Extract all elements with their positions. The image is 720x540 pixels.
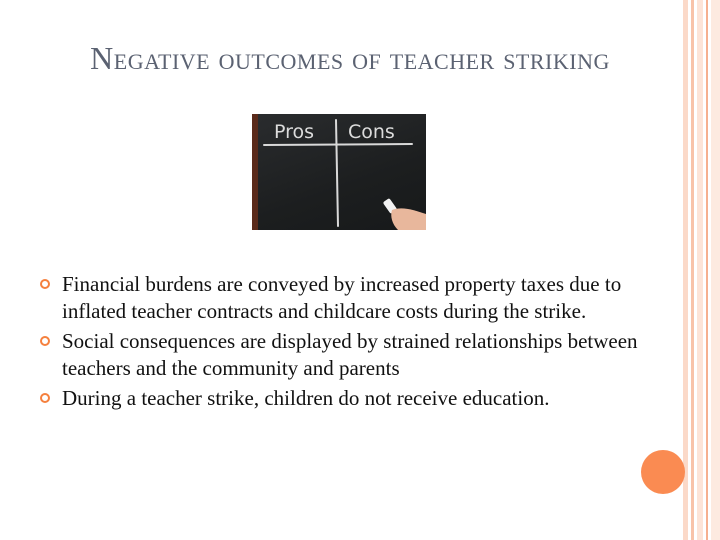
chalkboard-drawing <box>252 114 426 230</box>
decorative-stripe <box>683 0 688 540</box>
decorative-circle <box>641 450 685 494</box>
hand-icon <box>391 208 426 230</box>
cons-label: Cons <box>348 121 395 143</box>
decorative-stripe <box>706 0 708 540</box>
slide-title: Negative outcomes of teacher striking <box>90 40 610 76</box>
bullet-text: Social consequences are displayed by strained relationships between teachers and the community and parents <box>62 329 638 380</box>
list-item <box>38 328 638 382</box>
bullet-circle-icon <box>40 279 50 289</box>
list-item <box>38 271 638 325</box>
bullet-circle-icon <box>40 336 50 346</box>
bullet-text: Financial burdens are conveyed by increased property taxes due to inflated teacher contracts and childcare costs during the strike. <box>62 272 622 323</box>
decorative-stripe <box>711 0 720 540</box>
bullet-text: During a teacher strike, children do not receive education. <box>62 386 550 410</box>
decorative-stripe <box>691 0 694 540</box>
list-item <box>38 385 638 412</box>
bullet-list <box>38 271 638 415</box>
chalk-horizontal-line <box>264 144 412 145</box>
bullet-circle-icon <box>40 393 50 403</box>
pros-label: Pros <box>274 121 315 143</box>
chalk-vertical-line <box>336 120 338 226</box>
pros-cons-chalkboard-image <box>252 114 426 230</box>
decorative-stripe <box>697 0 703 540</box>
